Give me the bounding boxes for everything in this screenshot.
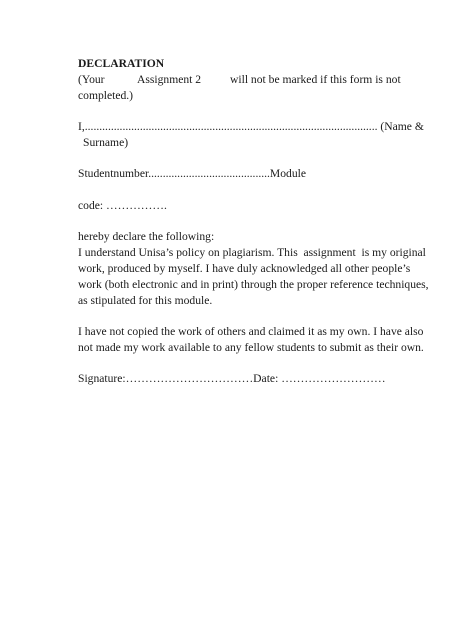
- plagiarism-para-line-4: as stipulated for this module.: [78, 294, 213, 307]
- plagiarism-para-line-3: work (both electronic and in print) through the proper reference techniques,: [78, 278, 429, 291]
- notice-assignment: Assignment 2: [137, 73, 202, 86]
- notice-completed: completed.): [78, 89, 134, 102]
- copying-para-line-1: I have not copied the work of others and claimed it as my own. I have also: [78, 325, 424, 338]
- declare-intro: hereby declare the following:: [78, 230, 215, 243]
- student-number-module-line: Studentnumber..........................................Module: [78, 167, 307, 180]
- name-field-line: I,..................................................................................................... (Name &: [78, 120, 424, 133]
- module-code-line: code: …………….: [78, 199, 167, 212]
- notice-your: (Your: [78, 73, 105, 86]
- name-field-surname: Surname): [83, 136, 129, 149]
- copying-para-line-2: not made my work available to any fellow students to submit as their own.: [78, 341, 424, 354]
- declaration-title: DECLARATION: [78, 57, 165, 70]
- plagiarism-para-line-2: work, produced by myself. I have duly acknowledged all other people’s: [78, 262, 411, 275]
- notice-will-not: will not be marked if this form is not: [230, 73, 401, 86]
- plagiarism-para-line-1: I understand Unisa’s policy on plagiarism. This assignment is my original: [78, 246, 426, 259]
- signature-date-line: Signature:……………………………Date: ………………………: [78, 372, 386, 385]
